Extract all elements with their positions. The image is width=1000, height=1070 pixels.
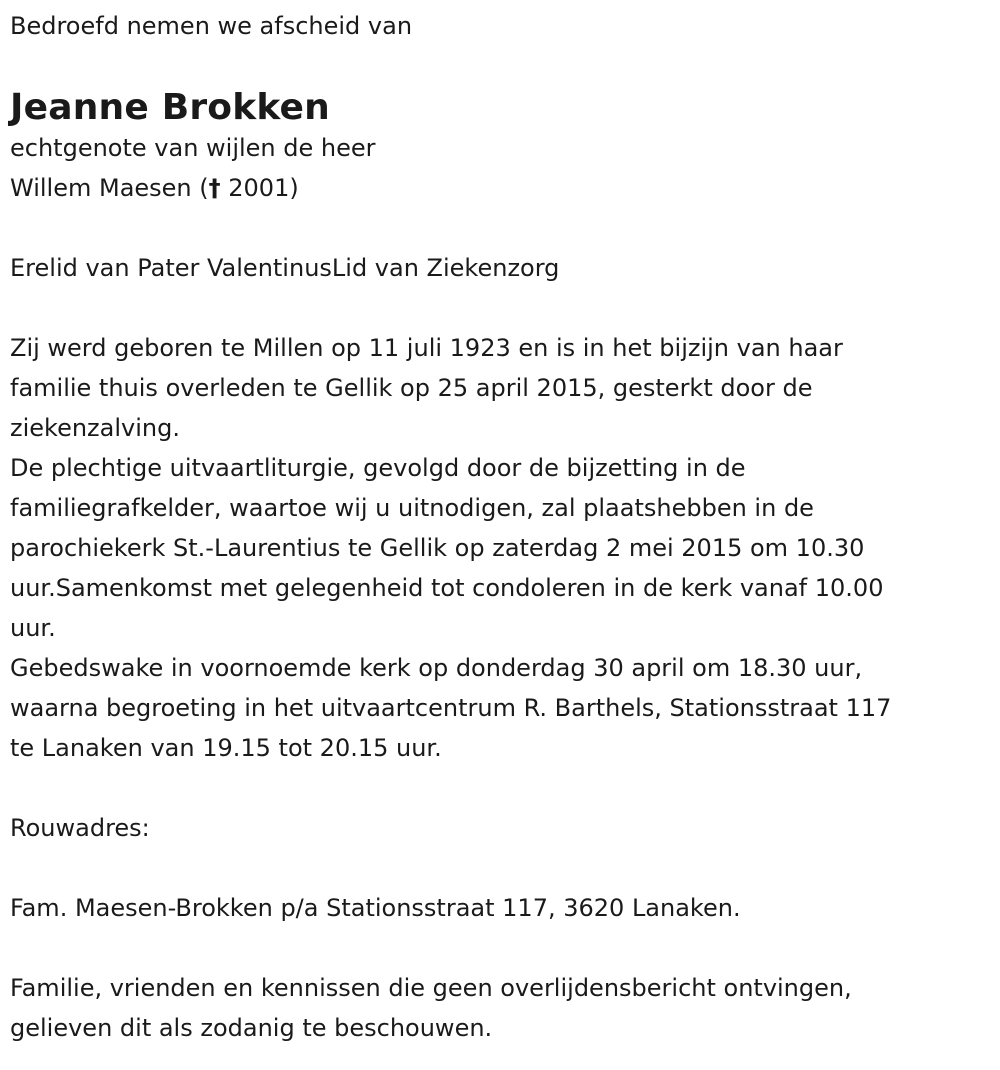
closing-line: Familie, vrienden en kennissen die geen overlijdensbericht ontvingen,: [10, 974, 852, 1002]
body-line: Zij werd geboren te Millen op 11 juli 1923 en is in het bijzijn van haar: [10, 334, 843, 362]
cross-icon: †: [208, 174, 221, 202]
body-line: uur.Samenkomst met gelegenheid tot condoleren in de kerk vanaf 10.00: [10, 574, 884, 602]
body-line: ziekenzalving.: [10, 414, 180, 442]
spacer: [10, 288, 990, 328]
body-line: familiegrafkelder, waartoe wij u uitnodigen, zal plaatshebben in de: [10, 494, 814, 522]
spouse-name: Willem Maesen (: [10, 174, 209, 202]
spouse-line-1: echtgenote van wijlen de heer: [10, 134, 376, 162]
deceased-name: Jeanne Brokken: [10, 87, 330, 128]
body-line: Gebedswake in voornoemde kerk op donderdag 30 april om 18.30 uur,: [10, 654, 863, 682]
spouse-death-year: 2001): [220, 174, 299, 202]
closing-paragraph: [10, 968, 990, 1048]
intro-text: Bedroefd nemen we afscheid van: [10, 12, 413, 40]
mourning-address: Fam. Maesen-Brokken p/a Stationsstraat 117, 3620 Lanaken.: [10, 894, 741, 922]
spacer: [10, 848, 990, 888]
body-line: uur.: [10, 614, 56, 642]
memberships: Erelid van Pater ValentinusLid van Ziekenzorg: [10, 254, 560, 282]
body-line: familie thuis overleden te Gellik op 25 april 2015, gesterkt door de: [10, 374, 813, 402]
spacer: [10, 208, 990, 248]
body-line: te Lanaken van 19.15 tot 20.15 uur.: [10, 734, 442, 762]
body-line: parochiekerk St.-Laurentius te Gellik op zaterdag 2 mei 2015 om 10.30: [10, 534, 865, 562]
spouse-line-2: [10, 168, 990, 208]
spacer: [10, 768, 990, 808]
body-line: waarna begroeting in het uitvaartcentrum R. Barthels, Stationsstraat 117: [10, 694, 892, 722]
closing-line: gelieven dit als zodanig te beschouwen.: [10, 1014, 493, 1042]
main-paragraph: [10, 328, 990, 768]
mourning-address-label: Rouwadres:: [10, 814, 150, 842]
body-line: De plechtige uitvaartliturgie, gevolgd door de bijzetting in de: [10, 454, 746, 482]
spacer: [10, 928, 990, 968]
